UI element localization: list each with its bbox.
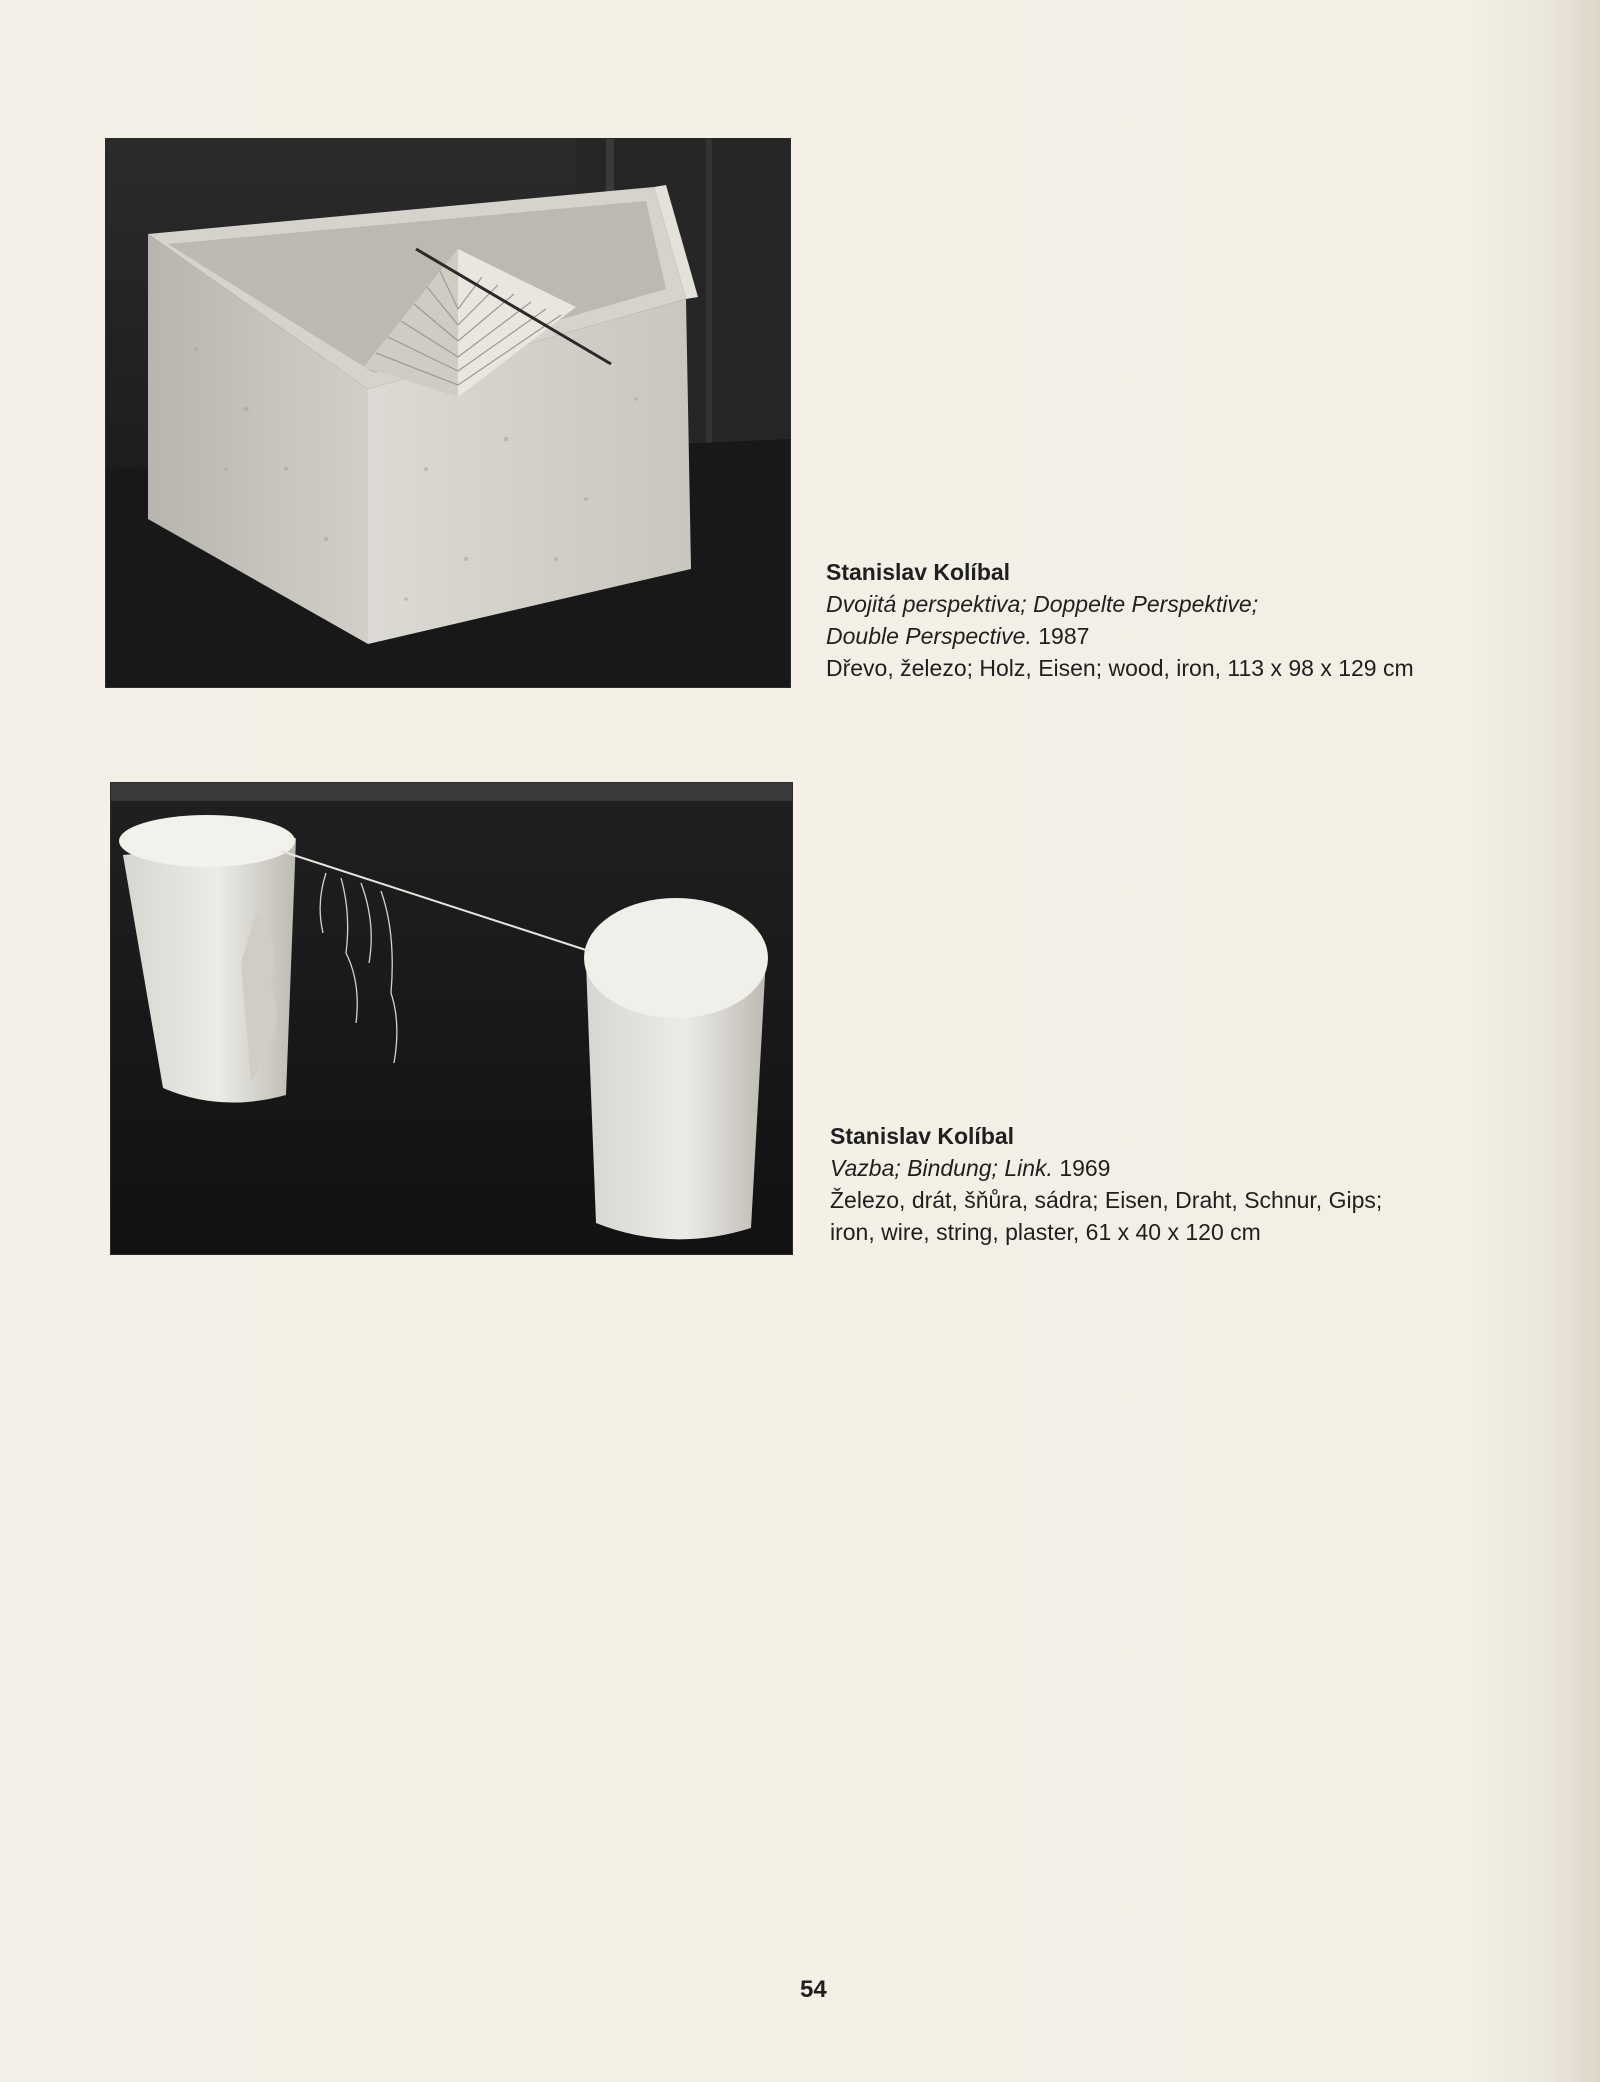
artwork-photo-double-perspective — [105, 138, 791, 688]
box-sculpture-image — [106, 139, 790, 687]
title-line-1 — [826, 588, 1526, 620]
artwork-title-english: Double Perspective. — [826, 623, 1032, 649]
artwork-year: 1969 — [1059, 1155, 1111, 1181]
title-line-2 — [826, 620, 1526, 652]
artist-name: Stanislav Kolíbal — [830, 1123, 1015, 1149]
artwork-title: Vazba; Bindung; Link. — [830, 1155, 1053, 1181]
cylinders-sculpture-image — [111, 783, 792, 1254]
artwork-photo-link — [110, 782, 793, 1255]
artwork-materials-line-2: iron, wire, string, plaster, 61 x 40 x 120 cm — [830, 1219, 1261, 1245]
title-line — [830, 1152, 1550, 1184]
artwork-title: Dvojitá perspektiva; Doppelte Perspektive; — [826, 591, 1259, 617]
page-number: 54 — [800, 1976, 827, 2003]
show-through-text — [820, 140, 1520, 1940]
artwork-materials: Dřevo, železo; Holz, Eisen; wood, iron, 113 x 98 x 129 cm — [826, 655, 1414, 681]
artist-name: Stanislav Kolíbal — [826, 559, 1011, 585]
caption-double-perspective — [826, 556, 1526, 684]
caption-link — [830, 1120, 1550, 1248]
artwork-year: 1987 — [1038, 623, 1090, 649]
artwork-materials-line-1: Železo, drát, šňůra, sádra; Eisen, Draht, Schnur, Gips; — [830, 1187, 1383, 1213]
